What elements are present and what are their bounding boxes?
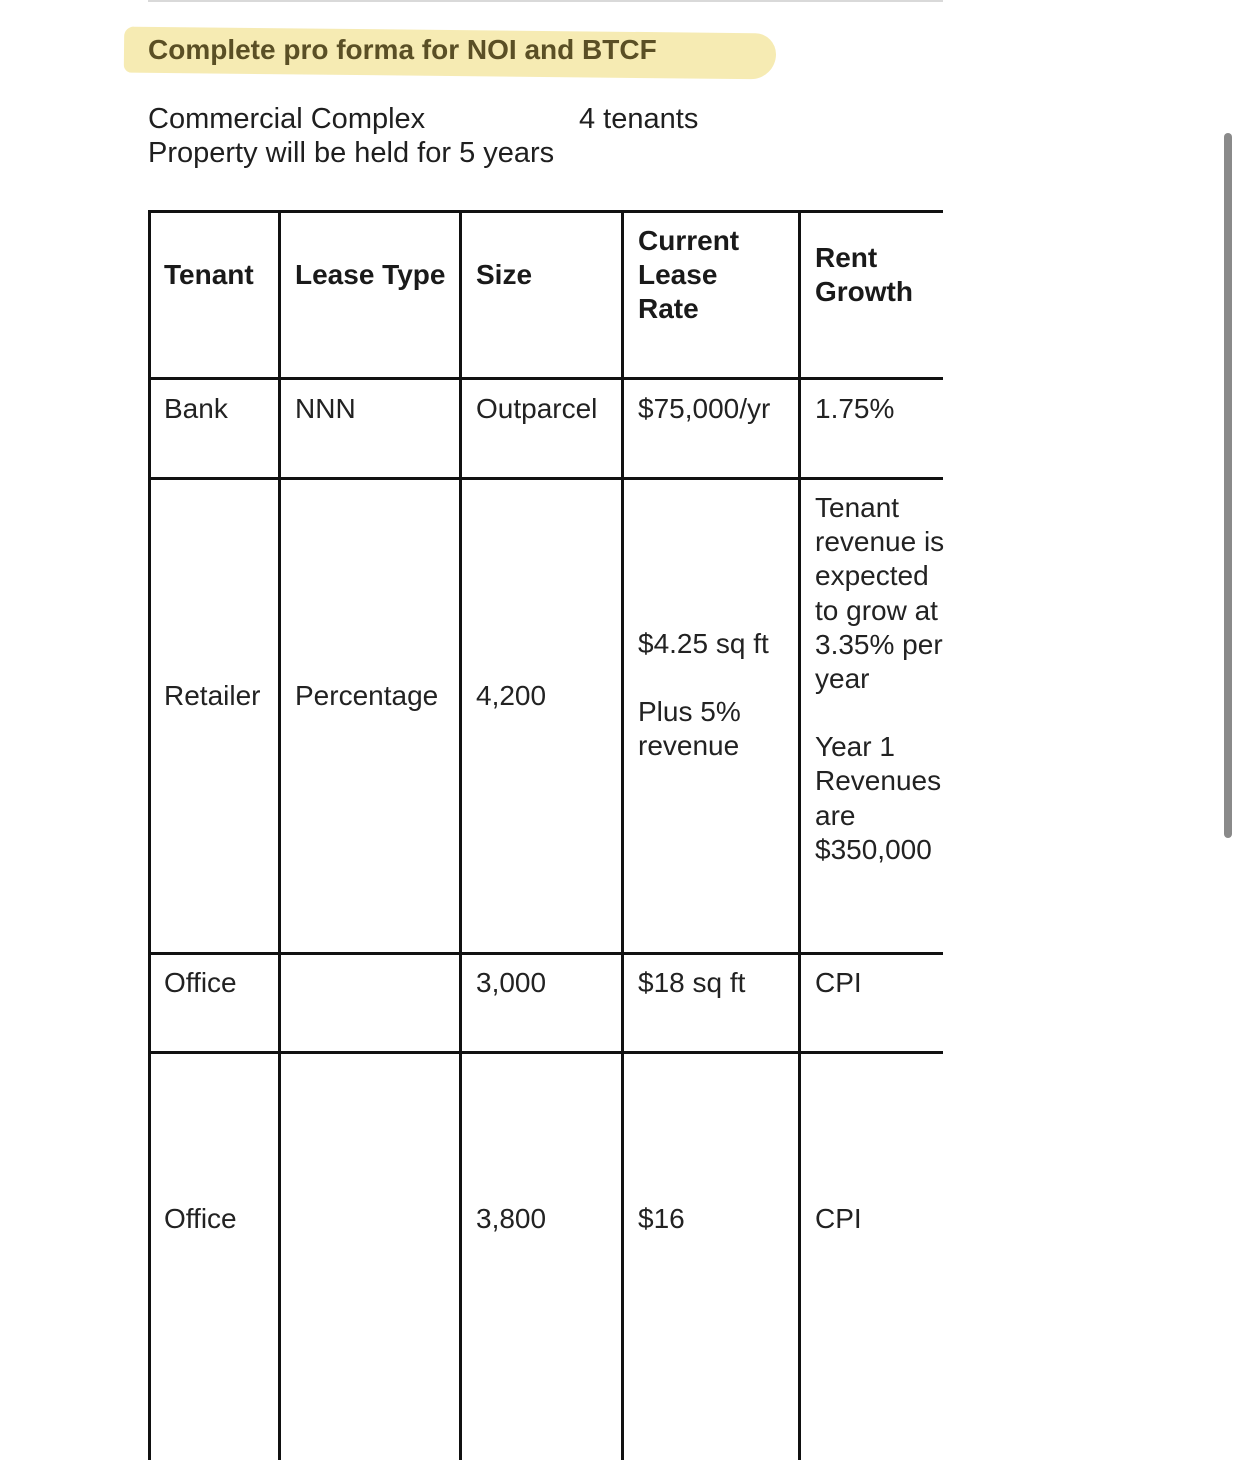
row-bank-rate: $75,000/yr xyxy=(638,393,771,424)
row-bank-tenant: Bank xyxy=(164,393,228,424)
hold-period: Property will be held for 5 years xyxy=(148,137,555,169)
top-divider xyxy=(148,0,943,2)
row-office-2-rate: $16 xyxy=(638,1203,685,1234)
row-retailer-tenant: Retailer xyxy=(164,680,261,711)
lease-table xyxy=(148,210,943,1460)
row-retailer-growth: Tenant revenue is expected to grow at 3.35% per year Year 1 Revenues are $350,000 xyxy=(815,492,945,865)
property-type: Commercial Complex xyxy=(148,103,426,135)
row-office-2-size: 3,800 xyxy=(476,1203,547,1234)
row-office-1-tenant: Office xyxy=(164,967,237,998)
table-column-rule xyxy=(459,210,462,1460)
row-office-1-size: 3,000 xyxy=(476,967,547,998)
tenant-count: 4 tenants xyxy=(579,103,699,135)
header-lease-type: Lease Type xyxy=(295,259,446,290)
table-column-rule xyxy=(148,210,151,1460)
row-retailer-size: 4,200 xyxy=(476,680,547,711)
table-column-rule xyxy=(278,210,281,1460)
table-rule xyxy=(148,952,943,955)
row-bank-lease-type: NNN xyxy=(295,393,356,424)
row-office-2-growth: CPI xyxy=(815,1203,862,1234)
table-column-rule xyxy=(798,210,801,1460)
page-heading: Complete pro forma for NOI and BTCF xyxy=(148,34,657,65)
header-rent-growth: Rent Growth xyxy=(815,242,913,308)
table-column-rule xyxy=(621,210,624,1460)
row-office-1-rate: $18 sq ft xyxy=(638,967,746,998)
table-rule xyxy=(148,210,943,213)
header-current-lease-rate: Current Lease Rate xyxy=(638,225,740,325)
row-retailer-lease-type: Percentage xyxy=(295,680,439,711)
row-office-2-tenant: Office xyxy=(164,1203,237,1234)
vertical-scrollbar[interactable] xyxy=(1224,133,1232,838)
table-rule xyxy=(148,377,943,380)
table-rule xyxy=(148,477,943,480)
row-office-1-growth: CPI xyxy=(815,967,862,998)
row-retailer-rate: $4.25 sq ft Plus 5% revenue xyxy=(638,628,769,762)
row-bank-size: Outparcel xyxy=(476,393,598,424)
table-rule xyxy=(148,1051,943,1054)
header-tenant: Tenant xyxy=(164,259,254,290)
header-size: Size xyxy=(476,259,533,290)
row-bank-growth: 1.75% xyxy=(815,393,895,424)
